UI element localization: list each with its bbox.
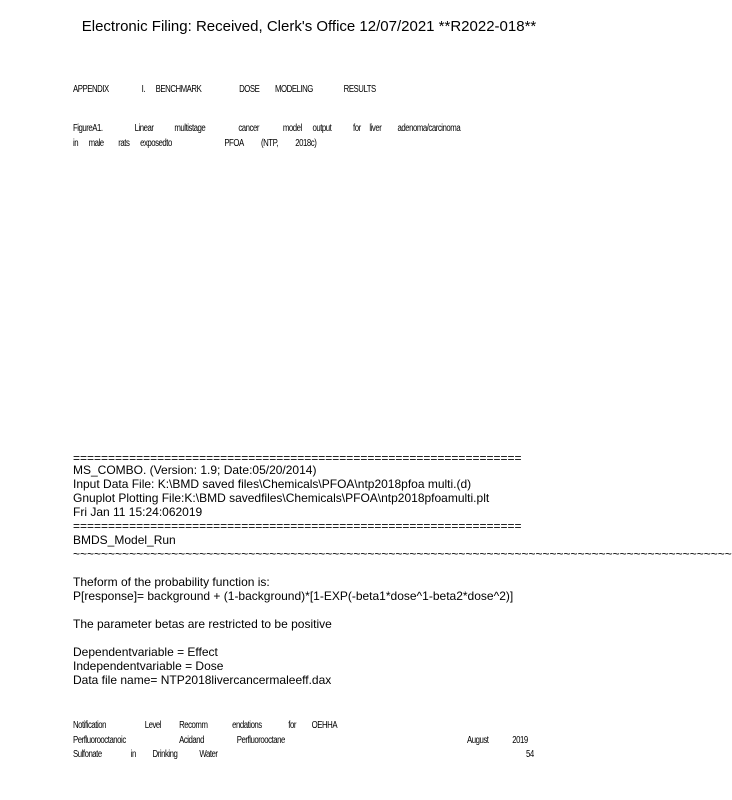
footer-word: Drinking <box>152 749 178 760</box>
program-version-line: MS_COMBO. (Version: 1.9; Date:05/20/2014) <box>73 463 317 477</box>
caption-word: PFOA <box>224 138 244 149</box>
appendix-word: BENCHMARK <box>155 84 202 95</box>
appendix-heading <box>73 84 376 95</box>
input-data-file-line: Input Data File: K:\BMD saved files\Chemicals\PFOA\ntp2018pfoa multi.(d) <box>73 477 472 491</box>
caption-word: adenoma/carcinoma <box>397 123 461 134</box>
appendix-word: MODELING <box>275 84 313 95</box>
footer-word: Level <box>144 720 162 731</box>
appendix-word: APPENDIX <box>73 84 109 95</box>
caption-word: rats <box>118 138 130 149</box>
footer-month: August <box>467 735 489 746</box>
footer-row1 <box>73 720 337 731</box>
appendix-word: I. <box>141 84 146 95</box>
betas-note: The parameter betas are restricted to be positive <box>73 617 332 631</box>
footer-word: Notification <box>73 720 106 731</box>
run-date-line: Fri Jan 11 15:24:062019 <box>73 505 203 519</box>
appendix-word: RESULTS <box>343 84 376 95</box>
dependent-variable-line: Dependentvariable = Effect <box>73 645 218 659</box>
figure-caption-line1 <box>73 123 460 134</box>
rule-tilde: ~~~~~~~~~~~~~~~~~~~~~~~~~~~~~~~~~~~~~~~~~~~~~~~~~~~~~~~~~~~~~~~~~~~~~~~~~~~~~~~~~~~~~~~~~~~~~~ <box>73 547 732 561</box>
caption-word: Linear <box>134 123 154 134</box>
page-number: 54 <box>526 749 534 760</box>
caption-word: model <box>282 123 302 134</box>
caption-word: exposedto <box>140 138 172 149</box>
rule-equals-top: ================================================================ <box>73 451 522 465</box>
caption-word: (NTP, <box>260 138 279 149</box>
caption-word: multistage <box>174 123 206 134</box>
caption-word: cancer <box>238 123 259 134</box>
caption-word: liver <box>369 123 382 134</box>
footer-date <box>467 735 528 746</box>
footer-year: 2019 <box>512 735 528 746</box>
footer-row2 <box>73 735 285 746</box>
footer-word: for <box>288 720 296 731</box>
form-intro-line: Theform of the probability function is: <box>73 575 270 589</box>
figure-caption-line2 <box>73 138 316 149</box>
footer-word: Sulfonate <box>73 749 102 760</box>
caption-word: for <box>353 123 361 134</box>
appendix-word: DOSE <box>239 84 260 95</box>
footer-word: Perfluorooctanoic <box>73 735 126 746</box>
caption-word: 2018c) <box>295 138 317 149</box>
caption-word: output <box>312 123 332 134</box>
caption-word: FigureA1. <box>73 123 103 134</box>
gnuplot-file-line: Gnuplot Plotting File:K:\BMD savedfiles\Chemicals\PFOA\ntp2018pfoamulti.plt <box>73 491 490 505</box>
data-file-name-line: Data file name= NTP2018livercancermaleeff.dax <box>73 673 332 687</box>
footer-word: OEHHA <box>311 720 338 731</box>
independent-variable-line: Independentvariable = Dose <box>73 659 224 673</box>
footer-word: Perfluorooctane <box>236 735 285 746</box>
footer-word: endations <box>232 720 262 731</box>
footer-word: Acidand <box>179 735 205 746</box>
footer-word: Water <box>199 749 218 760</box>
filing-stamp: Electronic Filing: Received, Clerk's Office 12/07/2021 **R2022-018** <box>81 18 537 35</box>
footer-row3 <box>73 749 218 760</box>
footer-word: in <box>130 749 136 760</box>
footer-word: Recomm <box>179 720 208 731</box>
caption-word: male <box>88 138 104 149</box>
rule-equals-bottom: ================================================================ <box>73 519 522 533</box>
probability-formula: P[response]= background + (1-background)*[1-EXP(-beta1*dose^1-beta2*dose^2)] <box>73 589 514 603</box>
caption-word: in <box>73 138 79 149</box>
run-title: BMDS_Model_Run <box>73 533 176 547</box>
